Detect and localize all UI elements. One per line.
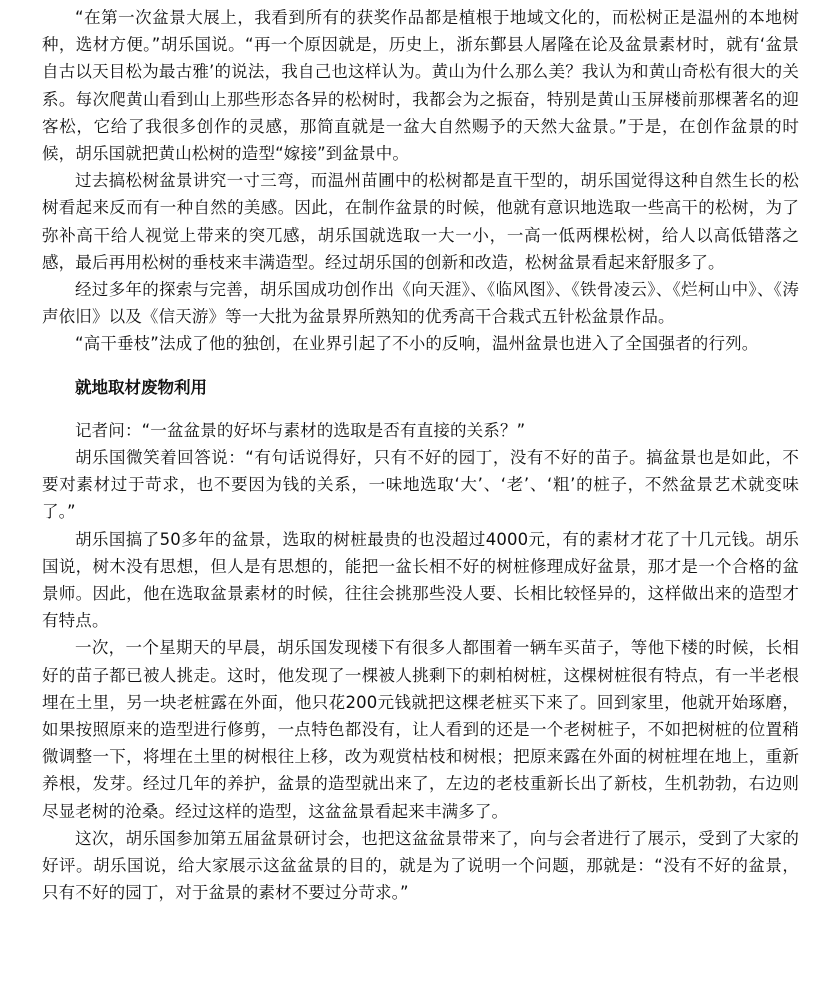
article-section <box>42 374 799 907</box>
paragraph: “在第一次盆景大展上，我看到所有的获奖作品都是植根于地域文化的，而松树正是温州的本地树种，选材方便。”胡乐国说。“再一个原因就是，历史上，浙东鄞县人屠隆在论及盆景素材时，就有‘盆景自古以天目松为最古雅’的说法，我自己也这样认为。黄山为什么那么美？我认为和黄山奇松有很大的关系。每次爬黄山看到山上那些形态各异的松树时，我都会为之振奋，特别是黄山玉屏楼前那棵著名的迎客松，它给了我很多创作的灵感，那简直就是一盆大自然赐予的天然大盆景。”于是，在创作盆景的时候，胡乐国就把黄山松树的造型“嫁接”到盆景中。 <box>42 8 799 164</box>
paragraph: 胡乐国微笑着回答说：“有句话说得好，只有不好的园丁，没有不好的苗子。搞盆景也是如此，不要对素材过于苛求，也不要因为钱的关系，一味地选取‘大’、‘老’、‘粗’的桩子，不然盆景艺术就变味了。” <box>42 448 799 522</box>
paragraph: 这次，胡乐国参加第五届盆景研讨会，也把这盆盆景带来了，向与会者进行了展示，受到了大家的好评。胡乐国说，给大家展示这盆盆景的目的，就是为了说明一个问题，那就是：“没有不好的盆景，只有不好的园丁，对于盆景的素材不要过分苛求。” <box>42 828 799 903</box>
paragraph: “高干垂枝”法成了他的独创，在业界引起了不小的反响，温州盆景也进入了全国强者的行列。 <box>75 334 759 354</box>
paragraph: 记者问：“一盆盆景的好坏与素材的选取是否有直接的关系？” <box>75 420 526 440</box>
paragraph: 胡乐国搞了50多年的盆景，选取的树桩最贵的也没超过4000元，有的素材才花了十几元钱。胡乐国说，树木没有思想，但人是有思想的，能把一盆长相不好的树桩修理成好盆景，那才是一个合格的盆景师。因此，他在选取盆景素材的时候，往往会挑那些没人要、长相比较怪异的，这样做出来的造型才有特点。 <box>42 529 799 631</box>
paragraph: 过去搞松树盆景讲究一寸三弯，而温州苗圃中的松树都是直干型的，胡乐国觉得这种自然生长的松树看起来反而有一种自然的美感。因此，在制作盆景的时候，他就有意识地选取一些高干的松树，为了弥补高干给人视觉上带来的突兀感，胡乐国就选取一大一小，一高一低两棵松树，给人以高低错落之感，最后再用松树的垂枝来丰满造型。经过胡乐国的创新和改造，松树盆景看起来舒服多了。 <box>42 171 799 272</box>
paragraph: 经过多年的探索与完善，胡乐国成功创作出《向天涯》、《临风图》、《铁骨凌云》、《烂柯山中》、《涛声依旧》以及《信天游》等一大批为盆景界所熟知的优秀高干合栽式五针松盆景作品。 <box>42 280 799 327</box>
paragraph: 一次，一个星期天的早晨，胡乐国发现楼下有很多人都围着一辆车买苗子，等他下楼的时候，长相好的苗子都已被人挑走。这时，他发现了一棵被人挑剩下的刺柏树桩，这棵树桩很有特点，有一半老根埋在土里，另一块老桩露在外面，他只花200元钱就把这棵老桩买下来了。回到家里，他就开始琢磨，如果按照原来的造型进行修剪，一点特色都没有，让人看到的还是一个老树桩子，不如把树桩的位置稍微调整一下，将埋在土里的树根往上移，改为观赏枯枝和树根；把原来露在外面的树桩埋在地上，重新养根，发芽。经过几年的养护，盆景的造型就出来了，左边的老枝重新长出了新枝，生机勃勃，右边则尽显老树的沧桑。经过这样的造型，这盆盆景看起来丰满多了。 <box>42 638 799 821</box>
section-heading: 就地取材废物利用 <box>75 377 207 397</box>
